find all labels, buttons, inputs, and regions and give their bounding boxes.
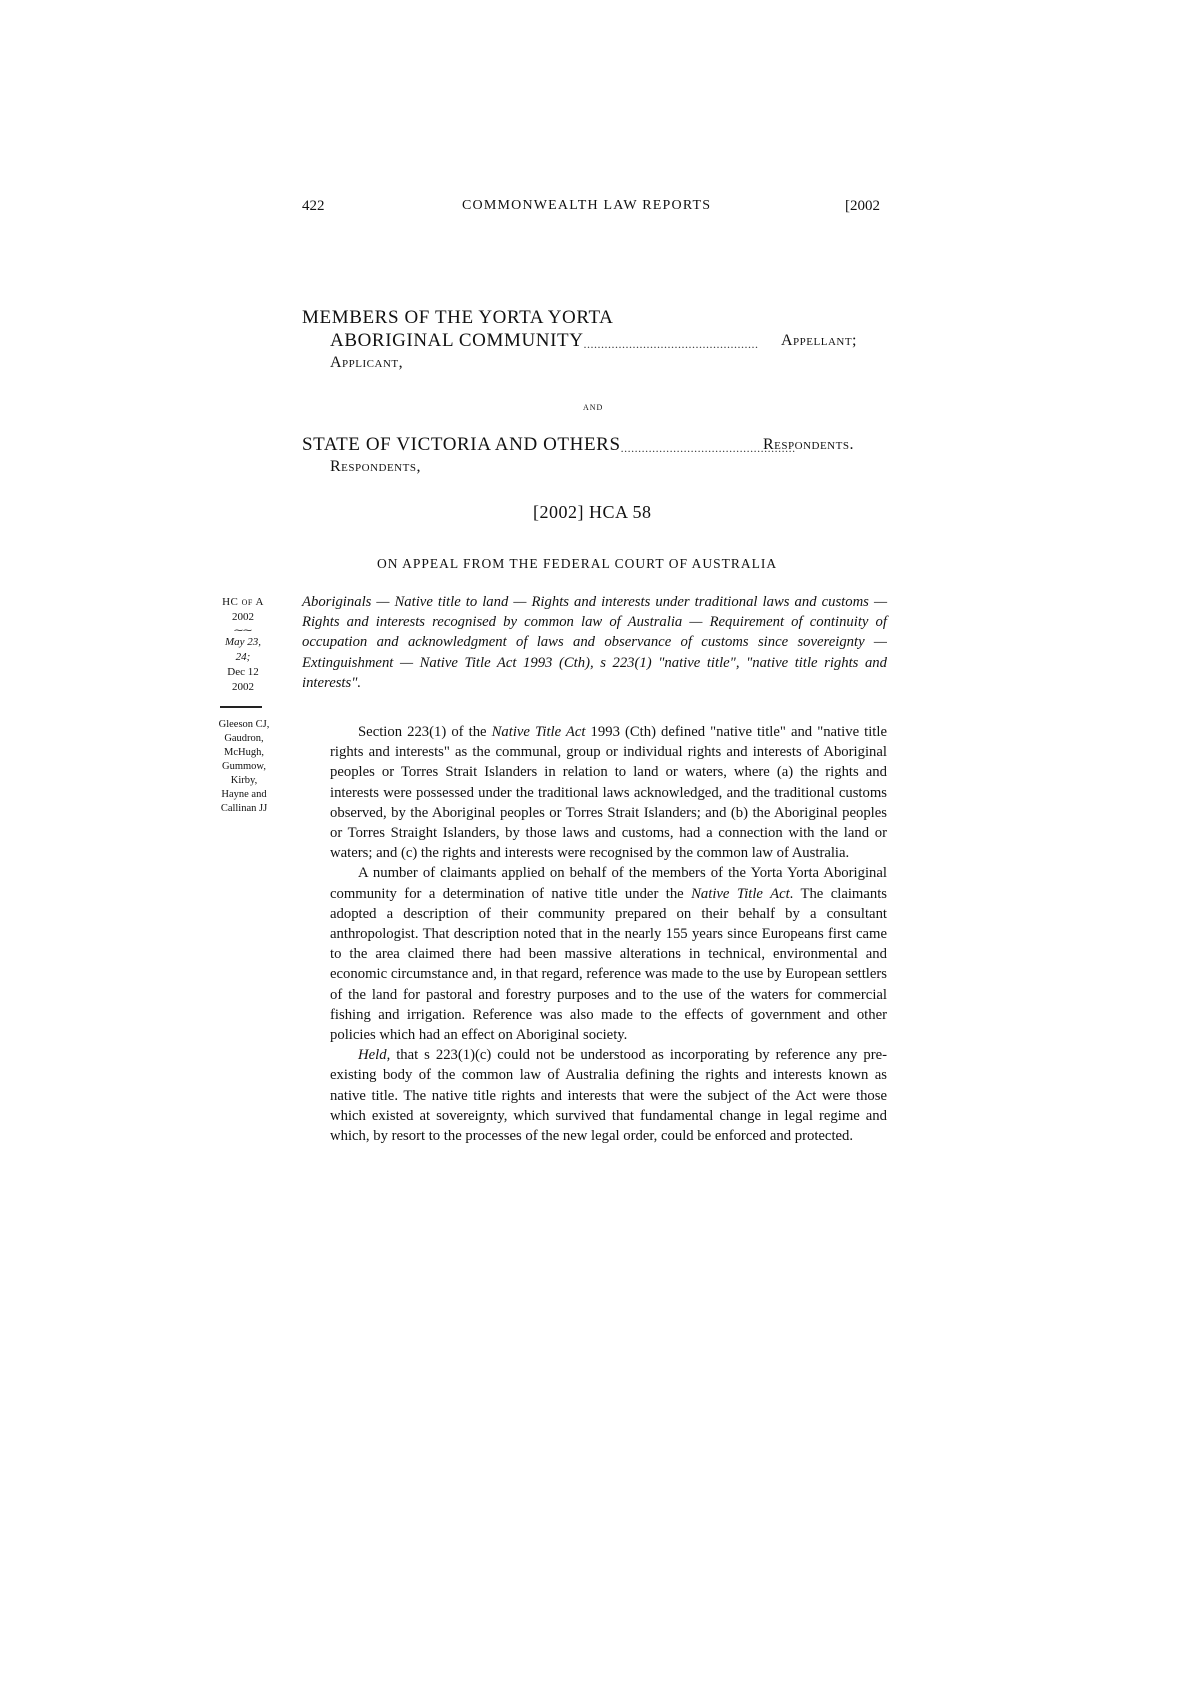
margin-dates-line1: May 23, 24; bbox=[224, 636, 262, 663]
margin-divider bbox=[220, 706, 262, 708]
margin-court-note bbox=[218, 595, 268, 695]
headnote-paragraph-1 bbox=[330, 722, 887, 863]
margin-dates-line2: Dec 12 bbox=[227, 666, 259, 678]
header-year: [2002 bbox=[845, 198, 880, 214]
act-name: Native Title Act bbox=[691, 885, 790, 902]
held-label: Held bbox=[358, 1047, 387, 1064]
act-name: Native Title Act bbox=[491, 724, 586, 740]
judge-name: Gummow, bbox=[222, 761, 266, 772]
headnote-body bbox=[330, 722, 887, 1146]
headnote-paragraph-3 bbox=[330, 1045, 887, 1146]
page-number: 422 bbox=[302, 198, 325, 214]
respondent-name-row bbox=[302, 434, 796, 456]
appellant-prior-role: Applicant, bbox=[330, 354, 404, 371]
judge-name: Gaudron, bbox=[224, 733, 264, 744]
margin-court: HC of A bbox=[222, 596, 264, 608]
para2-text-a: A number of claimants applied on behalf of the members of the Yorta Yorta Aboriginal community for a determination of native title under the bbox=[330, 865, 887, 902]
running-head: COMMONWEALTH LAW REPORTS bbox=[462, 198, 712, 213]
margin-year: 2002 bbox=[232, 611, 254, 623]
respondent-prior-role: Respondents, bbox=[330, 458, 421, 475]
respondent-name: STATE OF VICTORIA AND OTHERS bbox=[302, 434, 621, 455]
appellant-role: Appellant; bbox=[781, 332, 857, 349]
on-appeal-line: ON APPEAL FROM THE FEDERAL COURT OF AUSTRALIA bbox=[377, 556, 778, 571]
margin-judges bbox=[210, 718, 278, 816]
judge-name: Hayne and bbox=[221, 789, 267, 800]
leader-dots: .................................................. bbox=[620, 441, 796, 455]
para2-text-b: . The claimants adopted a description of their community prepared on their behalf by a consultant anthropologist. That description noted that in the nearly 155 years since Europeans first came to the area claimed there had been massive alterations in technical, environmental and economic circumstance and, in that regard, reference was made to the use by European settlers of the land for pastoral and forestry purposes and to the use of the waters for commercial fishing and irrigation. Reference was also made to the effects of government and other policies which had an effect on Aboriginal society. bbox=[330, 885, 888, 1044]
appellant-name-line1: MEMBERS OF THE YORTA YORTA bbox=[302, 307, 614, 328]
appellant-name-line2-row bbox=[330, 330, 759, 352]
para3-text: , that s 223(1)(c) could not be understood as incorporating by reference any pre-existing body of the common law of Australia defining the rights and interests known as native title. The native title rights and interests that were the subject of the Act were those which existed at sovereignty, which survived that fundamental change in legal regime and which, by resort to the processes of the new legal order, could be enforced and protected. bbox=[330, 1047, 887, 1145]
leader-dots: .................................................. bbox=[583, 337, 759, 351]
para1-text-a: Section 223(1) of the bbox=[358, 724, 492, 740]
judge-name: Kirby, bbox=[230, 775, 258, 786]
para1-text-b: 1993 (Cth) defined "native title" and "native title rights and interests" as the communal, group or individual rights and interests of Aboriginal peoples or Torres Strait Islanders in relation to land or waters, where (a) the rights and interests were possessed under the traditional laws acknowledged, and the traditional customs observed, by the Aboriginal peoples or Torres Strait Islanders; and (b) the Aboriginal peoples or Torres Straight Islanders, by those laws and customs, had a connection with the land or waters; and (c) the rights and interests were recognised by the common law of Australia. bbox=[330, 724, 887, 862]
judge-name: Callinan JJ bbox=[220, 803, 268, 814]
respondent-role: Respondents. bbox=[763, 436, 854, 453]
case-citation: [2002] HCA 58 bbox=[533, 502, 652, 522]
appellant-name-line2: ABORIGINAL COMMUNITY bbox=[330, 330, 584, 351]
judge-name: McHugh, bbox=[224, 747, 264, 758]
judge-name: Gleeson CJ, bbox=[218, 719, 270, 730]
headnote-paragraph-2 bbox=[330, 863, 887, 1045]
catchwords: Aboriginals — Native title to land — Rights and interests under traditional laws and customs — Rights and interests recognised by common law of Australia — Requirement of continuity of occupation and acknowledgment of laws and observance of customs since sovereignty — Extinguishment — Native Title Act 1993 (Cth), s 223(1) "native title", "native title rights and interests". bbox=[302, 594, 887, 691]
tilde-mark: ⁓⁓ bbox=[234, 625, 252, 635]
and-separator: and bbox=[583, 401, 604, 413]
margin-dates-year: 2002 bbox=[232, 681, 254, 693]
